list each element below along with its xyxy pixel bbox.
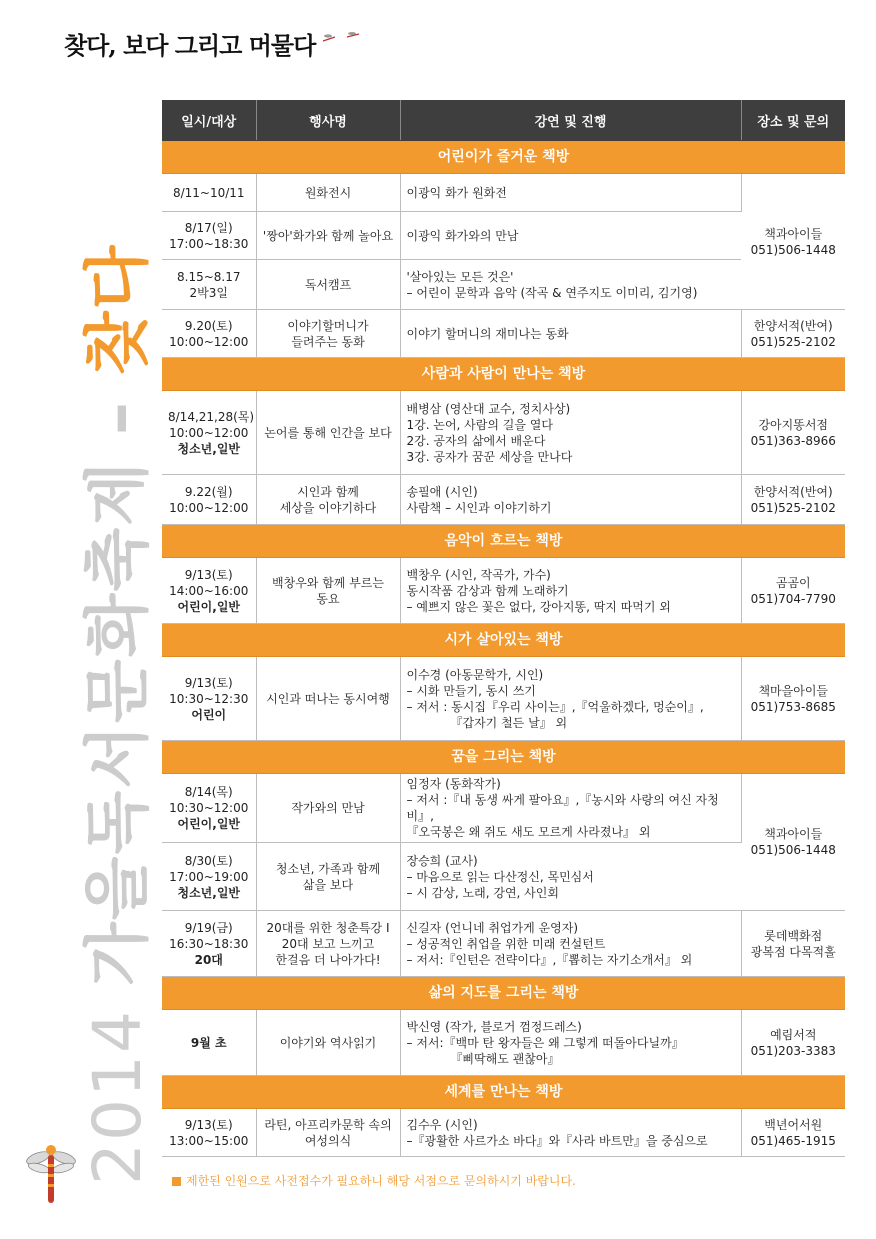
table-row bbox=[162, 1109, 845, 1157]
section-header bbox=[162, 977, 845, 1010]
section-header bbox=[162, 141, 845, 174]
event-place: 책과아이들 051)506-1448 bbox=[741, 774, 845, 911]
event-date: 9.22(월) 10:00~12:00 bbox=[162, 475, 256, 525]
event-date: 9/19(금) 16:30~18:30 20대 bbox=[162, 911, 256, 977]
event-date: 8/17(일) 17:00~18:30 bbox=[162, 212, 256, 260]
section-header bbox=[162, 741, 845, 774]
footnote bbox=[172, 1172, 576, 1189]
event-desc: 임정자 (동화작가) – 저서 :『내 동생 싸게 팔아요』,『농시와 사랑의 여신 자청비』, 『오국봉은 왜 쥐도 새도 모르게 사라졌나』 외 bbox=[400, 774, 741, 843]
table-header-row bbox=[162, 100, 845, 141]
event-date: 8.15~8.17 2박3일 bbox=[162, 260, 256, 310]
event-place: 책과아이들 051)506-1448 bbox=[741, 174, 845, 310]
event-date: 8/11~10/11 bbox=[162, 174, 256, 212]
side-title-year: 2014 bbox=[79, 986, 156, 1185]
side-title-keyword: 찾다 bbox=[79, 243, 156, 376]
event-date: 9/13(토) 14:00~16:00 어린이,일반 bbox=[162, 558, 256, 624]
section-title: 삶의 지도를 그리는 책방 bbox=[162, 977, 845, 1010]
event-date: 9.20(토) 10:00~12:00 bbox=[162, 310, 256, 358]
table-row bbox=[162, 911, 845, 977]
table-row bbox=[162, 558, 845, 624]
section-header bbox=[162, 525, 845, 558]
event-desc: 박신영 (작가, 블로거 껌정드레스) – 저서:『백마 탄 왕자들은 왜 그렇게 떠돌아다닐까』 『삐딱해도 괜찮아』 bbox=[400, 1010, 741, 1076]
event-name: 논어를 통해 인간을 보다 bbox=[256, 391, 400, 475]
event-name: 20대를 위한 청춘특강 I 20대 보고 느끼고 한걸음 더 나아가다! bbox=[256, 911, 400, 977]
event-desc: 이광익 화가와의 만남 bbox=[400, 212, 741, 260]
event-name: 백창우와 함께 부르는 동요 bbox=[256, 558, 400, 624]
event-name: 청소년, 가족과 함께 삶을 보다 bbox=[256, 843, 400, 911]
event-date: 8/14,21,28(목) 10:00~12:00 청소년,일반 bbox=[162, 391, 256, 475]
event-date: 9/13(토) 10:30~12:30 어린이 bbox=[162, 657, 256, 741]
dragonfly-icon bbox=[24, 1138, 80, 1208]
event-place: 롯데백화점 광복점 다목적홀 bbox=[741, 911, 845, 977]
table-row bbox=[162, 310, 845, 358]
event-desc: 신길자 (언니네 취업가게 운영자) – 성공적인 취업을 위한 미래 컨설턴트 – 저서:『인턴은 전략이다』,『뽑히는 자기소개서』 외 bbox=[400, 911, 741, 977]
event-desc: 백창우 (시인, 작곡가, 가수) 동시작품 감상과 함께 노래하기 – 예쁘지 않은 꽃은 없다, 강아지똥, 딱지 따먹기 외 bbox=[400, 558, 741, 624]
section-title: 어린이가 즐거운 책방 bbox=[162, 141, 845, 174]
event-place: 책마을아이들 051)753-8685 bbox=[741, 657, 845, 741]
event-desc: 이야기 할머니의 재미나는 동화 bbox=[400, 310, 741, 358]
event-name: 이야기할머니가 들려주는 동화 bbox=[256, 310, 400, 358]
side-title-dash: – bbox=[79, 375, 156, 460]
square-bullet-icon bbox=[172, 1177, 181, 1186]
dragonfly-icon bbox=[319, 31, 363, 47]
event-place: 강아지똥서점 051)363-8966 bbox=[741, 391, 845, 475]
col-header-date: 일시/대상 bbox=[162, 100, 256, 141]
section-title: 꿈을 그리는 책방 bbox=[162, 741, 845, 774]
event-name: 시인과 떠나는 동시여행 bbox=[256, 657, 400, 741]
event-desc: '살아있는 모든 것은' – 어린이 문학과 음악 (작곡 & 연주지도 이미리, 김기영) bbox=[400, 260, 741, 310]
event-desc: 배병삼 (영산대 교수, 정치사상) 1강. 논어, 사람의 길을 열다 2강. 공자의 삶에서 배운다 3강. 공자가 꿈꾼 세상을 만나다 bbox=[400, 391, 741, 475]
event-desc: 송필애 (시인) 사람책 – 시인과 이야기하기 bbox=[400, 475, 741, 525]
section-title: 사람과 사람이 만나는 책방 bbox=[162, 358, 845, 391]
event-date: 9/13(토) 13:00~15:00 bbox=[162, 1109, 256, 1157]
event-name: 라틴, 아프리카문학 속의 여성의식 bbox=[256, 1109, 400, 1157]
event-date: 8/14(목) 10:30~12:00 어린이,일반 bbox=[162, 774, 256, 843]
event-desc: 이수경 (아동문학가, 시인) – 시화 만들기, 동시 쓰기 – 저서 : 동시집『우리 사이는』,『억울하겠다, 멍순이』, 『갑자기 철든 날』 외 bbox=[400, 657, 741, 741]
section-title: 음악이 흐르는 책방 bbox=[162, 525, 845, 558]
event-date: 8/30(토) 17:00~19:00 청소년,일반 bbox=[162, 843, 256, 911]
event-name: 독서캠프 bbox=[256, 260, 400, 310]
section-header bbox=[162, 624, 845, 657]
event-desc: 이광익 화가 원화전 bbox=[400, 174, 741, 212]
section-title: 세계를 만나는 책방 bbox=[162, 1076, 845, 1109]
event-place: 한양서적(반여) 051)525-2102 bbox=[741, 475, 845, 525]
section-title: 시가 살아있는 책방 bbox=[162, 624, 845, 657]
table-row bbox=[162, 475, 845, 525]
event-name: '짱아'화가와 함께 놀아요 bbox=[256, 212, 400, 260]
table-row bbox=[162, 391, 845, 475]
event-place: 곰곰이 051)704-7790 bbox=[741, 558, 845, 624]
col-header-lecture: 강연 및 진행 bbox=[400, 100, 741, 141]
schedule-table bbox=[162, 100, 845, 1157]
event-place: 한양서적(반여) 051)525-2102 bbox=[741, 310, 845, 358]
event-place: 예림서적 051)203-3383 bbox=[741, 1010, 845, 1076]
header-logo bbox=[64, 26, 363, 61]
event-name: 이야기와 역사읽기 bbox=[256, 1010, 400, 1076]
table-row bbox=[162, 174, 845, 212]
event-desc: 김수우 (시인) –『광활한 사르가소 바다』와『사라 바트만』을 중심으로 bbox=[400, 1109, 741, 1157]
event-desc: 장승희 (교사) – 마음으로 읽는 다산정신, 목민심서 – 시 감상, 노래, 강연, 사인회 bbox=[400, 843, 741, 911]
table-row bbox=[162, 1010, 845, 1076]
side-title bbox=[78, 85, 158, 1185]
table-row bbox=[162, 774, 845, 843]
event-date: 9월 초 bbox=[162, 1010, 256, 1076]
event-name: 원화전시 bbox=[256, 174, 400, 212]
logo-text: 찾다, 보다 그리고 머물다 bbox=[64, 31, 316, 60]
table-row bbox=[162, 657, 845, 741]
footnote-text: 제한된 인원으로 사전접수가 필요하니 해당 서점으로 문의하시기 바랍니다. bbox=[186, 1174, 576, 1188]
event-place: 백년어서원 051)465-1915 bbox=[741, 1109, 845, 1157]
col-header-place: 장소 및 문의 bbox=[741, 100, 845, 141]
section-header bbox=[162, 358, 845, 391]
event-name: 시인과 함께 세상을 이야기하다 bbox=[256, 475, 400, 525]
event-name: 작가와의 만남 bbox=[256, 774, 400, 843]
section-header bbox=[162, 1076, 845, 1109]
side-title-main: 가을독서문화축제 bbox=[79, 459, 156, 987]
col-header-event: 행사명 bbox=[256, 100, 400, 141]
